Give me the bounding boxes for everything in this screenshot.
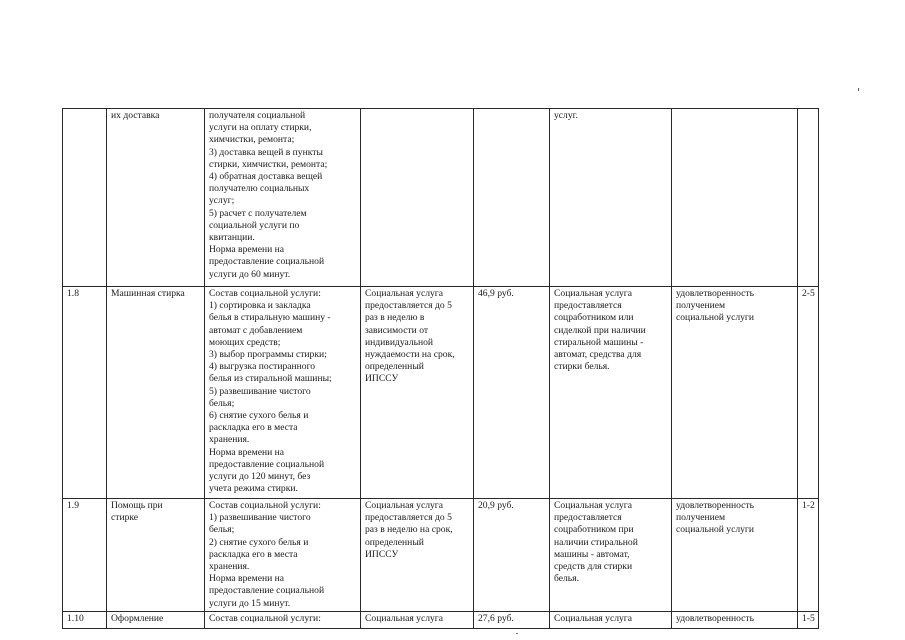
table-row	[63, 109, 819, 287]
cell-score	[798, 109, 819, 287]
scan-mark	[858, 88, 859, 91]
cell-indicators: удовлетворенность получением социальной услуги	[672, 287, 798, 499]
cell-period: Социальная услуга	[361, 611, 474, 628]
cell-service-content: Состав социальной услуги: 1) развешивание чистого белья; 2) снятие сухого белья и раскладка его в места хранения. Норма времени на предоставление социальной услуги до 15 минут.	[205, 499, 361, 612]
cell-score: 1-5	[798, 611, 819, 628]
scan-mark	[516, 633, 518, 634]
cell-price: 20,9 руб.	[474, 499, 550, 612]
cell-conditions: Социальная услуга	[550, 611, 672, 628]
cell-number: 1.10	[63, 611, 107, 628]
cell-price: 27,6 руб.	[474, 611, 550, 628]
cell-service-content: получателя социальной услуги на оплату стирки, химчистки, ремонта; 3) доставка вещей в пункты стирки, химчистки, ремонта; 4) обратная доставка вещей получателю социальных услуг; 5) расчет с получателем социальной услуги по квитанции. Норма времени на предоставление социальной услуги до 60 минут.	[205, 109, 361, 287]
cell-conditions: Социальная услуга предоставляется соцработником или сиделкой при наличии стиральной машины - автомат, средства для стирки белья.	[550, 287, 672, 499]
cell-indicators: удовлетворенность получением социальной услуги	[672, 499, 798, 612]
table-row	[63, 499, 819, 612]
cell-service-name: Машинная стирка	[107, 287, 205, 499]
cell-score: 2-5	[798, 287, 819, 499]
cell-service-content: Состав социальной услуги:	[205, 611, 361, 628]
cell-price	[474, 109, 550, 287]
cell-indicators	[672, 109, 798, 287]
cell-service-name: Помощь при стирке	[107, 499, 205, 612]
cell-service-content: Состав социальной услуги: 1) сортировка и закладка белья в стиральную машину - автомат с добавлением моющих средств; 3) выбор программы стирки; 4) выгрузка постиранного белья из стиральной машины; 5) развешивание чистого белья; 6) снятие сухого белья и раскладка его в места хранения. Норма времени на предоставление социальной услуги до 120 минут, без учета режима стирки.	[205, 287, 361, 499]
services-table	[62, 108, 819, 629]
cell-number: 1.8	[63, 287, 107, 499]
cell-score: 1-2	[798, 499, 819, 612]
cell-indicators: удовлетворенность	[672, 611, 798, 628]
cell-number	[63, 109, 107, 287]
cell-conditions: Социальная услуга предоставляется соцработником при наличии стиральной машины - автомат, средств для стирки белья.	[550, 499, 672, 612]
cell-price: 46,9 руб.	[474, 287, 550, 499]
cell-period: Социальная услуга предоставляется до 5 раз в неделю на срок, определенный ИПССУ	[361, 499, 474, 612]
cell-period: Социальная услуга предоставляется до 5 раз в неделю в зависимости от индивидуальной нуждаемости на срок, определенный ИПССУ	[361, 287, 474, 499]
cell-number: 1.9	[63, 499, 107, 612]
cell-service-name: Оформление	[107, 611, 205, 628]
table-row	[63, 611, 819, 628]
cell-conditions: услуг.	[550, 109, 672, 287]
cell-period	[361, 109, 474, 287]
table-row	[63, 287, 819, 499]
cell-service-name: их доставка	[107, 109, 205, 287]
